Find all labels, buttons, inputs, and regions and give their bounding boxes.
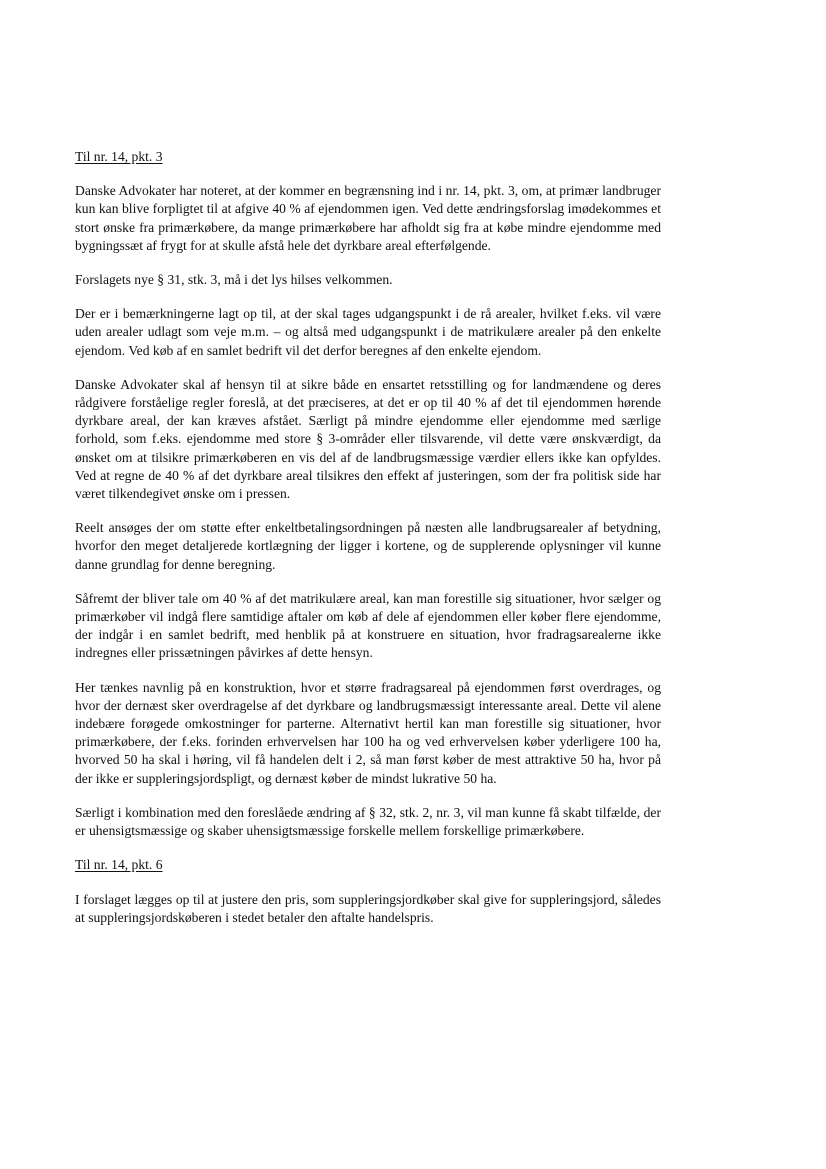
paragraph: Såfremt der bliver tale om 40 % af det matrikulære areal, kan man forestille sig situationer, hvor sælger og primærkøber vil indgå flere samtidige aftaler om køb af dele af ejendommen eller køber flere ejendomme, der indgår i en samlet bedrift, med henblik på at konstruere en situation, hvor fradragsarealerne ikke indregnes eller prissætningen påvirkes af dette hensyn. (75, 590, 661, 661)
paragraph: Danske Advokater skal af hensyn til at sikre både en ensartet retsstilling og for landmændene og deres rådgivere forståelige regler foreslå, at det præciseres, at det er op til 40 % af det til ejendommen hørende dyrkbare areal, der kan kræves afstået. Særligt på mindre ejendomme eller ejendomme med særlige forhold, som f.eks. ejendomme med store § 3-områder eller tilsvarende, vil dette være ønskværdigt, da ønsket om at tilsikre primærkøberen en vis del af de landbrugsmæssige værdier ellers ikke kan opfyldes. Ved at regne de 40 % af det dyrkbare areal tilsikres den effekt af justeringen, som der fra politisk side har været tilkendegivet ønske om i pressen. (75, 376, 661, 502)
paragraph: Forslagets nye § 31, stk. 3, må i det lys hilses velkommen. (75, 272, 393, 288)
paragraph: Reelt ansøges der om støtte efter enkeltbetalingsordningen på næsten alle landbrugsarealer af betydning, hvorfor den meget detaljerede kortlægning der ligger i kortene, og de supplerende oplysninger vil kunne danne grundlag for denne beregning. (75, 520, 661, 572)
document-body (75, 148, 661, 943)
paragraph: Der er i bemærkningerne lagt op til, at der skal tages udgangspunkt i de rå arealer, hvilket f.eks. vil være uden arealer udlagt som veje m.m. – og altså med udgangspunkt i de matrikulære arealer på den enkelte ejendom. Ved køb af en samlet bedrift vil det derfor beregnes af den enkelte ejendom. (75, 306, 661, 358)
section-heading-nr14-pkt6: Til nr. 14, pkt. 6 (75, 857, 163, 873)
paragraph: Danske Advokater har noteret, at der kommer en begrænsning ind i nr. 14, pkt. 3, om, at primær landbruger kun kan blive forpligtet til at afgive 40 % af ejendommen igen. Ved dette ændringsforslag imødekommes et stort ønske fra primærkøbere, da mange primærkøbere har afholdt sig fra at købe mindre ejendomme med bygningssæt af frygt for at skulle afstå hele det dyrkbare areal efterfølgende. (75, 183, 661, 253)
paragraph: Her tænkes navnlig på en konstruktion, hvor et større fradragsareal på ejendommen først overdrages, og hvor der dernæst sker overdragelse af det dyrkbare og landbrugsmæssigt interessante areal. Dette vil alene indebære forøgede omkostninger for parterne. Alternativt hertil kan man forestille sig situationer, hvor primærkøbere, der f.eks. forinden erhvervelsen har 100 ha og ved erhvervelsen køber yderligere 100 ha, hvorved 50 ha skal i høring, vil få handelen delt i 2, så man først køber de mest attraktive 50 ha, hvor på der ikke er suppleringsjordspligt, og dernæst køber de mindst lukrative 50 ha. (75, 679, 661, 786)
paragraph: Særligt i kombination med den foreslåede ændring af § 32, stk. 2, nr. 3, vil man kunne få skabt tilfælde, der er uhensigtsmæssige og skaber uhensigtsmæssige forskelle mellem forskellige primærkøbere. (75, 804, 661, 839)
section-heading-nr14-pkt3: Til nr. 14, pkt. 3 (75, 149, 163, 164)
paragraph: I forslaget lægges op til at justere den pris, som suppleringsjordkøber skal give for suppleringsjord, således at suppleringsjordskøberen i stedet betaler den aftalte handelspris. (75, 891, 661, 925)
